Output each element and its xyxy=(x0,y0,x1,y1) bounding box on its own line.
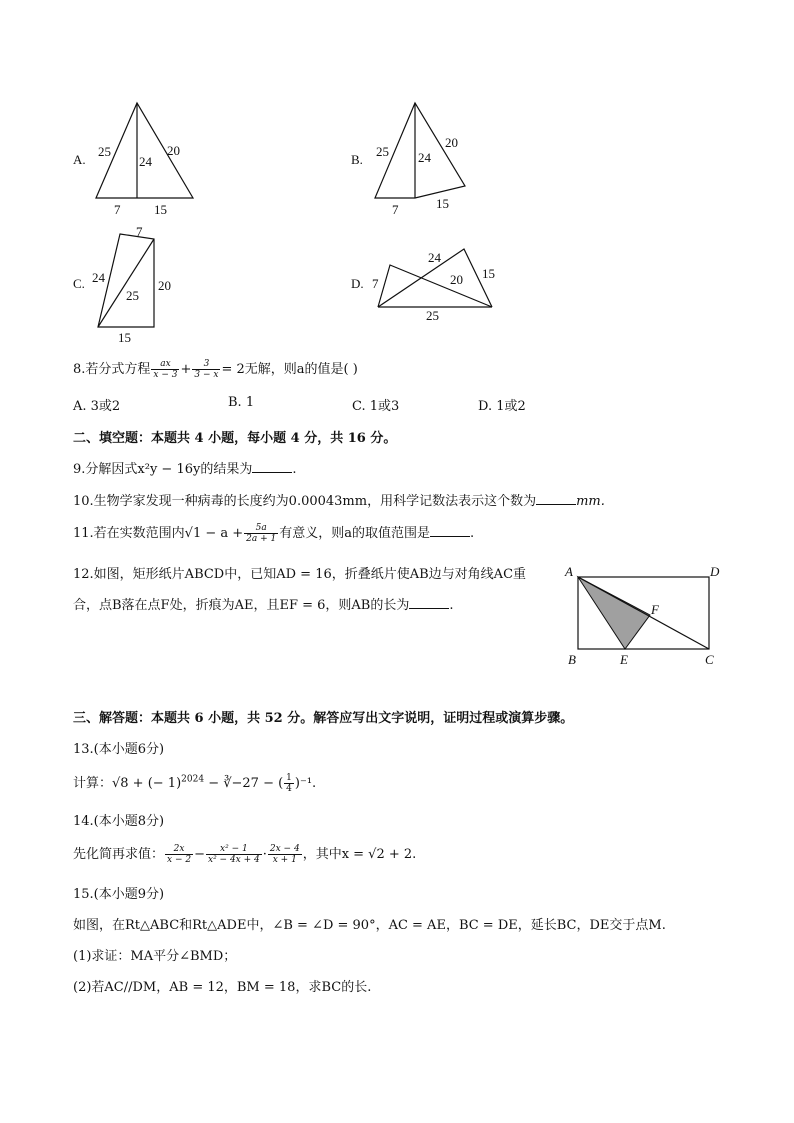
fig-d-bottom: 25 xyxy=(426,308,439,323)
question-15-part-1: (1)求证：MA平分∠BMD； xyxy=(73,949,237,964)
quadrilateral-figure-c xyxy=(88,222,188,344)
q8-frac-2: $\frac{3}{3 - x}$ xyxy=(194,359,219,380)
q10-text: 10.生物学家发现一种病毒的长度约为0.00043mm，用科学记数法表示这个数为 xyxy=(73,494,537,509)
q14-dot: · xyxy=(262,847,267,862)
q12-label-e: E xyxy=(620,652,628,667)
q14-prefix: 先化简再求值： xyxy=(73,847,165,862)
q14-frac-1: $\frac{2x}{x - 2}$ xyxy=(167,844,192,865)
section-2-heading: 二、填空题：本题共 4 小题，每小题 4 分，共 16 分。 xyxy=(73,431,397,446)
fig-c-bottom: 15 xyxy=(118,330,131,344)
question-12-line-2 xyxy=(73,594,453,613)
q12-label-f: F xyxy=(651,602,659,617)
q12-label-b: B xyxy=(568,652,576,667)
q14-frac-2: $\frac{\text{x² − 1}}{\text{x² − 4x + 4}}$ xyxy=(208,844,260,865)
q13-suffix: )⁻¹. xyxy=(294,776,317,791)
q13-frac: $\frac{1}{4}$ xyxy=(286,773,292,794)
fig-c-left: 24 xyxy=(92,270,105,285)
q12-end: . xyxy=(449,598,454,613)
triangle-figure-b xyxy=(368,98,478,220)
question-15-header: 15.(本小题9分) xyxy=(73,887,165,902)
q10-answer-blank xyxy=(536,492,576,505)
question-15-part-2: (2)若AC//DM，AB = 12，BM = 18，求BC的长. xyxy=(73,980,372,995)
fig-b-right: 20 xyxy=(445,135,458,150)
fig-c-top: 7 xyxy=(136,224,143,239)
option-b-letter: B. xyxy=(351,152,363,167)
rectangle-fold-figure xyxy=(560,560,730,672)
fig-c-right: 20 xyxy=(158,278,171,293)
q12-answer-blank xyxy=(409,596,449,609)
fig-a-b1: 7 xyxy=(114,202,121,217)
option-a-letter: A. xyxy=(73,152,86,167)
question-13-header: 13.(本小题6分) xyxy=(73,742,165,757)
fig-b-b2: 15 xyxy=(436,196,449,211)
fig-d-right: 15 xyxy=(482,266,495,281)
fig-a-mid: 24 xyxy=(139,154,152,169)
option-c-letter: C. xyxy=(73,276,85,291)
q13-mid: − ∛−27 − ( xyxy=(204,776,284,791)
q11-prefix: 11.若在实数范围内√1 − a + xyxy=(73,526,244,541)
q14-frac-3: $\frac{2x - 4}{x + 1}$ xyxy=(269,844,300,865)
q11-end: . xyxy=(470,526,475,541)
question-14-header: 14.(本小题8分) xyxy=(73,814,165,829)
q13-prefix: 计算：√8 + (− 1) xyxy=(73,776,182,791)
section-3-heading: 三、解答题：本题共 6 小题，共 52 分。解答应写出文字说明，证明过程或演算步骤。 xyxy=(73,711,574,726)
q8-choice-d: D. 1或2 xyxy=(478,399,526,414)
q8-suffix: = 2无解，则a的值是( ) xyxy=(221,362,358,377)
q8-prefix: 8.若分式方程 xyxy=(73,362,151,377)
triangle-figure-a xyxy=(88,98,208,220)
q10-unit: mm. xyxy=(576,494,605,509)
q9-text: 9.分解因式x²y − 16y的结果为 xyxy=(73,462,253,477)
fig-b-mid: 24 xyxy=(418,150,431,165)
q12-label-d: D xyxy=(710,564,720,579)
question-13-body xyxy=(73,772,316,794)
q8-plus: + xyxy=(180,362,192,377)
q8-choice-a: A. 3或2 xyxy=(73,399,121,414)
q12-label-c: C xyxy=(705,652,714,667)
question-8 xyxy=(73,358,358,380)
question-12-line-1: 12.如图，矩形纸片ABCD中，已知AD = 16，折叠纸片使AB边与对角线AC重 xyxy=(73,567,527,582)
q8-choice-b: B. 1 xyxy=(228,395,255,410)
q8-choice-c: C. 1或3 xyxy=(352,399,400,414)
fig-d-diag: 20 xyxy=(450,272,463,287)
fig-c-diag: 25 xyxy=(126,288,139,303)
question-9 xyxy=(73,458,296,477)
crossed-triangles-figure-d xyxy=(370,240,510,325)
fig-a-left: 25 xyxy=(98,144,111,159)
question-10 xyxy=(73,490,605,509)
fig-d-left: 7 xyxy=(372,276,379,291)
q9-answer-blank xyxy=(252,460,292,473)
fig-b-b1: 7 xyxy=(392,202,399,217)
fig-a-b2: 15 xyxy=(154,202,167,217)
q11-frac: $\frac{5a}{2a + 1}$ xyxy=(246,523,277,544)
q14-suffix: ，其中x = √2 + 2. xyxy=(302,847,417,862)
question-11 xyxy=(73,522,474,544)
fig-b-left: 25 xyxy=(376,144,389,159)
q8-frac-1: $\frac{ax}{x - 3}$ xyxy=(153,359,178,380)
q9-end: . xyxy=(292,462,297,477)
q12-label-a: A xyxy=(565,564,573,579)
q14-minus: − xyxy=(194,847,205,862)
q11-suffix: 有意义，则a的取值范围是 xyxy=(279,526,431,541)
q13-exponent: 2024 xyxy=(181,774,205,785)
question-14-body xyxy=(73,843,416,865)
fig-a-right: 20 xyxy=(167,143,180,158)
q11-answer-blank xyxy=(430,524,470,537)
fig-d-mid: 24 xyxy=(428,250,441,265)
question-15-line-1: 如图，在Rt△ABC和Rt△ADE中，∠B = ∠D = 90°，AC = AE，BC = DE，延长BC，DE交于点M. xyxy=(73,918,666,933)
option-d-letter: D. xyxy=(351,276,364,291)
q12-line2-text: 合，点B落在点F处，折痕为AE，且EF = 6，则AB的长为 xyxy=(73,598,410,613)
